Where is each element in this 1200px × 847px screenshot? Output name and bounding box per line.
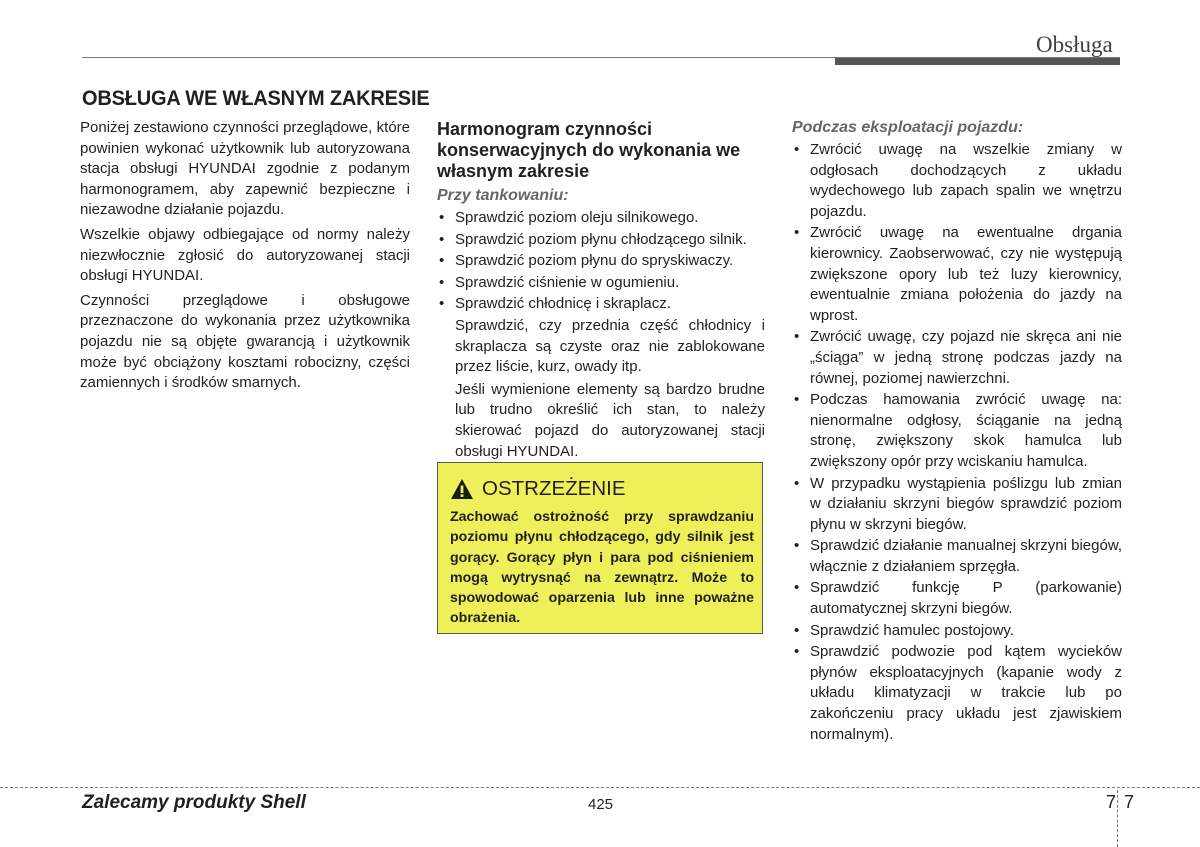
radiator-note-1: Sprawdzić, czy przednia część chłodnicy i skraplacza są czyste oraz nie zablokowane przez liście, kurz, owady itp.	[455, 316, 765, 376]
list-item: • Sprawdzić hamulec postojowy.	[792, 621, 1122, 642]
schedule-column	[437, 118, 765, 464]
footer-brand-text: Zalecamy produkty Shell	[82, 792, 306, 813]
list-item: • Zwrócić uwagę, czy pojazd nie skręca ani nie „ściąga” w jedną stronę podczas jazdy na równej, poziomej nawierzchni.	[792, 327, 1122, 389]
chapter-page-number: 7	[1124, 792, 1135, 812]
list-item: • Sprawdzić funkcję P (parkowanie) automatycznej skrzyni biegów.	[792, 578, 1122, 619]
list-item: • Sprawdzić chłodnicę i skraplacz.	[437, 294, 765, 315]
warning-text: Zachować ostrożność przy sprawdzaniu poziomu płynu chłodzącego, gdy silnik jest gorący. Gorący płyn i para pod ciśnieniem mogą wytrysnąć na zewnątrz. Może to spowodować oparzenia lub inne poważne obrażenia.	[450, 509, 754, 627]
warning-box	[437, 462, 763, 634]
list-item: • Zwrócić uwagę na wszelkie zmiany w odgłosach dochodzących z układu wydechowego lub zapach spalin we wnętrzu pojazdu.	[792, 140, 1122, 222]
footer-vertical-divider	[1117, 790, 1118, 847]
list-item: • Zwrócić uwagę na ewentualne drgania kierownicy. Zaobserwować, czy nie występują zwiększone opory lub też luzy kierownicy, ewentualnie zmiana położenia do jazdy na wprost.	[792, 223, 1122, 326]
schedule-heading: Harmonogram czynności konserwacyjnych do wykonania we własnym zakresie	[437, 119, 741, 181]
page-number: 425	[588, 796, 614, 813]
radiator-note-2: Jeśli wymienione elementy są bardzo brudne lub trudno określić ich stan, to należy skierować pojazd do autoryzowanej stacji obsługi HYUNDAI.	[455, 380, 765, 460]
section-title: Obsługa	[1036, 32, 1113, 57]
list-item: • Sprawdzić ciśnienie w ogumieniu.	[437, 273, 765, 294]
header-bar	[835, 58, 1120, 65]
warning-header	[450, 477, 626, 501]
intro-paragraph-3: Czynności przeglądowe i obsługowe przeznaczone do wykonania przez użytkownika pojazdu nie są objęte gwarancją i użytkownik może być obciążony kosztami robocizny, części zamiennych i środków smarnych.	[80, 291, 410, 392]
intro-paragraph-2: Wszelkie objawy odbiegające od normy należy niezwłocznie zgłosić do autoryzowanej stacji obsługi HYUNDAI.	[80, 225, 410, 285]
list-item: • Sprawdzić podwozie pod kątem wycieków płynów eksploatacyjnych (kapanie wody z układu klimatyzacji w trakcie lub po zakończeniu pracy układu jest zjawiskiem normalnym).	[792, 642, 1122, 745]
operation-list	[792, 140, 1122, 745]
list-item: • Sprawdzić działanie manualnej skrzyni biegów, włącznie z działaniem sprzęgła.	[792, 536, 1122, 577]
intro-column	[80, 118, 410, 398]
operation-heading: Podczas eksploatacji pojazdu:	[792, 119, 1024, 136]
operation-column	[792, 118, 1122, 746]
list-item: • Sprawdzić poziom płynu chłodzącego silnik.	[437, 230, 765, 251]
list-item: • Podczas hamowania zwrócić uwagę na: nienormalne odgłosy, ściąganie na jedną stronę, zwiększony skok hamulca lub zwiększony opór przy wciskaniu hamulca.	[792, 390, 1122, 472]
footer-divider	[0, 787, 1200, 788]
chapter-number: 7	[1106, 792, 1117, 812]
page-title: OBSŁUGA WE WŁASNYM ZAKRESIE	[82, 86, 430, 110]
warning-triangle-icon	[450, 478, 474, 500]
list-item: • W przypadku wystąpienia poślizgu lub zmian w działaniu skrzyni biegów sprawdzić poziom płynu w skrzyni biegów.	[792, 474, 1122, 536]
refuelling-list	[437, 208, 765, 315]
intro-paragraph-1: Poniżej zestawiono czynności przeglądowe, które powinien wykonać użytkownik lub autoryzowana stacja obsługi HYUNDAI zgodnie z podanym harmonogramem, aby zapewnić bezpieczne i niezawodne działanie pojazdu.	[80, 119, 410, 219]
warning-title: OSTRZEŻENIE	[482, 477, 626, 500]
refuelling-heading: Przy tankowaniu:	[437, 187, 569, 204]
list-item: • Sprawdzić poziom płynu do spryskiwaczy.	[437, 251, 765, 272]
list-item: • Sprawdzić poziom oleju silnikowego.	[437, 208, 765, 229]
